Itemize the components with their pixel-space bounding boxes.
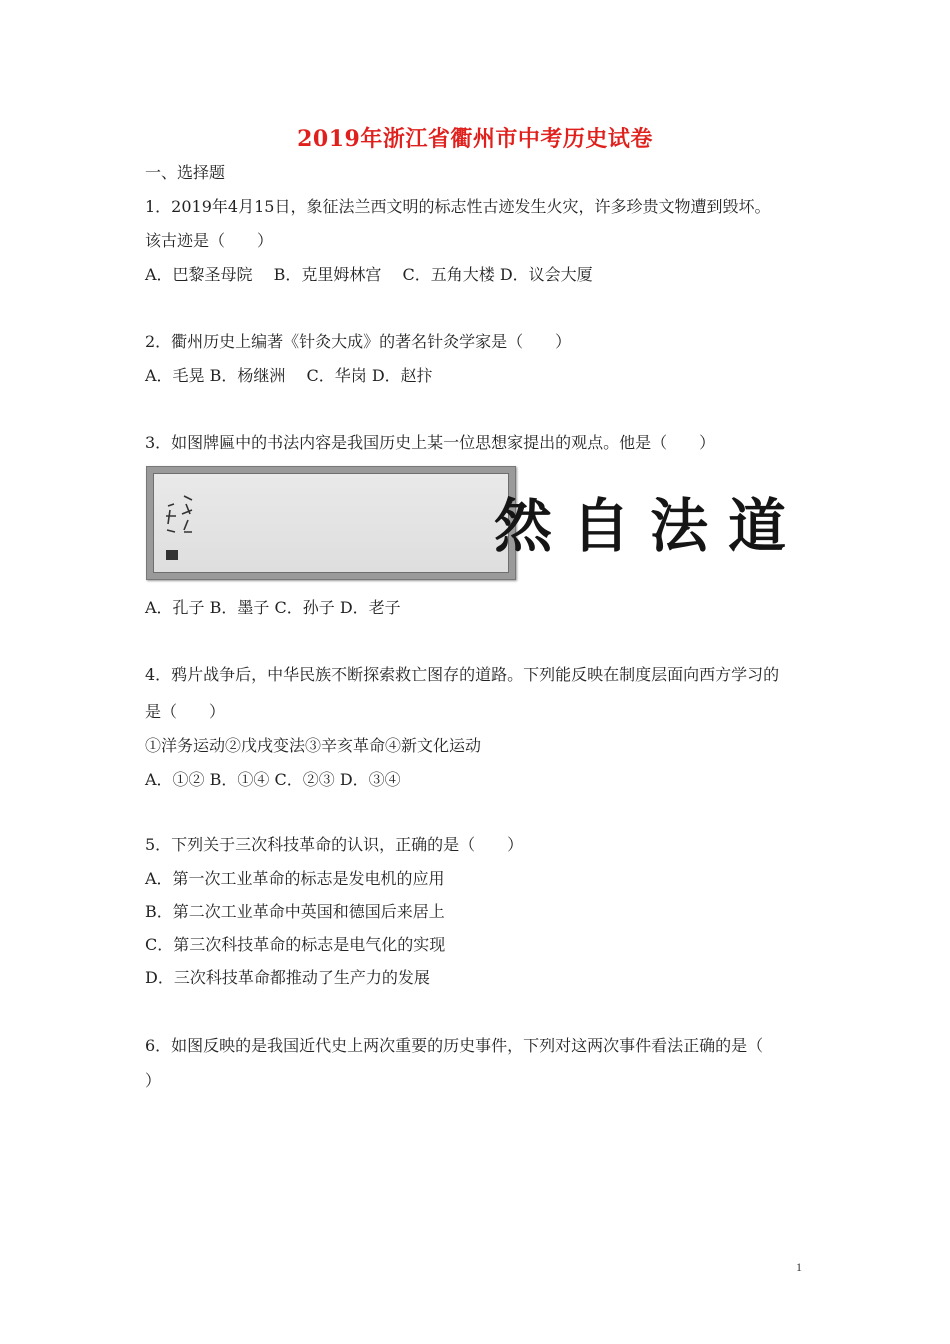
exam-title: 2019年浙江省衢州市中考历史试卷 xyxy=(297,126,653,152)
question-3-stem: 3．如图牌匾中的书法内容是我国历史上某一位思想家提出的观点。他是（ ） xyxy=(145,433,716,452)
question-4-items: ①洋务运动②戊戌变法③辛亥革命④新文化运动 xyxy=(145,736,482,755)
question-1-stem-line-2: 该古迹是（ ） xyxy=(145,231,274,250)
question-5-option-a: A．第一次工业革命的标志是发电机的应用 xyxy=(145,869,445,888)
plaque-artwork xyxy=(154,474,807,574)
question-1-stem-line-1: 1．2019年4月15日，象征法兰西文明的标志性古迹发生火灾，许多珍贵文物遭到毁坏。 xyxy=(145,197,771,216)
question-6-stem-line-1: 6．如图反映的是我国近代史上两次重要的历史事件，下列对这两次事件看法正确的是（ xyxy=(145,1036,764,1055)
plaque-calligraphy: 道法自然 xyxy=(494,492,807,560)
question-2-stem: 2．衢州历史上编著《针灸大成》的著名针灸学家是（ ） xyxy=(145,332,572,351)
question-4-stem-line-1: 4．鸦片战争后，中华民族不断探索救亡图存的道路。下列能反映在制度层面向西方学习的 xyxy=(145,665,780,684)
question-4-options: A．①② B．①④ C．②③ D．③④ xyxy=(145,770,401,789)
question-5-option-c: C．第三次科技革命的标志是电气化的实现 xyxy=(145,935,446,954)
question-5-option-b: B．第二次工业革命中英国和德国后来居上 xyxy=(145,902,445,921)
question-4-stem-line-2: 是（ ） xyxy=(145,702,226,721)
question-3-options: A．孔子 B．墨子 C．孙子 D．老子 xyxy=(145,598,401,617)
section-heading: 一、选择题 xyxy=(145,163,226,182)
question-6-stem-line-2: ） xyxy=(145,1071,162,1090)
question-5-option-d: D．三次科技革命都推动了生产力的发展 xyxy=(145,968,430,987)
calligraphy-plaque xyxy=(146,466,807,580)
signature-marks xyxy=(166,496,192,532)
question-5-stem: 5．下列关于三次科技革命的认识，正确的是（ ） xyxy=(145,835,524,854)
seal-stamp xyxy=(166,550,178,560)
question-2-options: A．毛晃 B．杨继洲 C．华岗 D．赵抃 xyxy=(145,366,433,385)
page-number: 1 xyxy=(796,1260,802,1274)
question-1-options: A．巴黎圣母院 B．克里姆林宫 C．五角大楼 D．议会大厦 xyxy=(145,265,593,284)
